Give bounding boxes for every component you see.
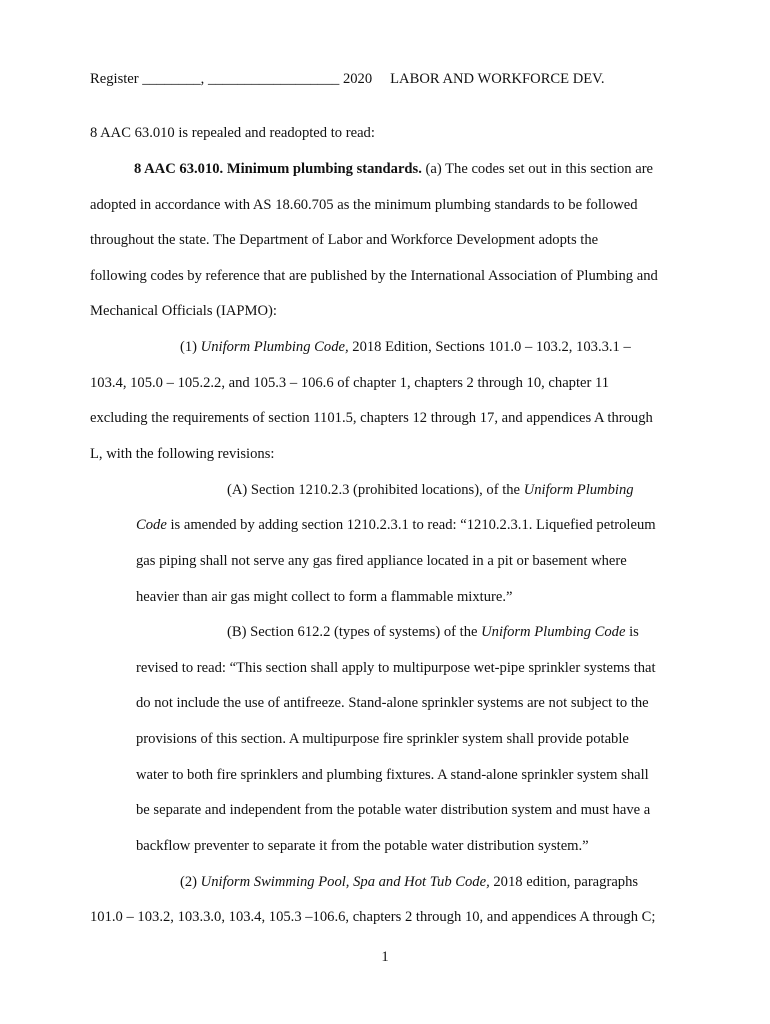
sub-b-line: provisions of this section. A multipurpose fire sprinkler system shall provide potable: [136, 731, 629, 747]
item-1-prefix: (1): [180, 339, 201, 355]
sub-b-line: backflow preventer to separate it from the potable water distribution system.”: [136, 838, 589, 854]
sub-b-line: be separate and independent from the potable water distribution system and must have a: [136, 802, 651, 818]
sub-b-prefix: (B) Section 612.2 (types of systems) of the: [227, 624, 482, 640]
sub-b-line: revised to read: “This section shall apply to multipurpose wet-pipe sprinkler systems that: [136, 660, 656, 676]
sub-a-line: heavier than air gas might collect to form a flammable mixture.”: [136, 589, 513, 605]
section-title: 8 AAC 63.010. Minimum plumbing standards.: [134, 161, 422, 177]
item-2-text: 2018 edition, paragraphs: [489, 874, 639, 890]
item-2-prefix: (2): [180, 874, 201, 890]
sub-a-line: gas piping shall not serve any gas fired appliance located in a pit or basement where: [136, 553, 627, 569]
sub-a-text: is amended by adding section 1210.2.3.1 to read: “1210.2.3.1. Liquefied petroleum: [166, 517, 656, 533]
item-2-line: [180, 873, 638, 891]
sub-a-prefix: (A) Section 1210.2.3 (prohibited locations), of the: [227, 482, 524, 498]
section-heading-line: [134, 160, 653, 178]
page-number: 1: [381, 949, 389, 965]
item-1-code: Uniform Plumbing Code,: [200, 339, 349, 355]
sub-b-line: [227, 623, 639, 641]
item-1-line: 103.4, 105.0 – 105.2.2, and 105.3 – 106.6 of chapter 1, chapters 2 through 10, chapter 11: [90, 375, 610, 391]
section-line: adopted in accordance with AS 18.60.705 as the minimum plumbing standards to be followed: [90, 197, 638, 213]
section-line: throughout the state. The Department of Labor and Workforce Development adopts the: [90, 232, 599, 248]
item-1-line: L, with the following revisions:: [90, 446, 275, 462]
sub-b-line: water to both fire sprinklers and plumbing fixtures. A stand-alone sprinkler system shall: [136, 767, 649, 783]
sub-a-line: [227, 481, 634, 499]
register-line: Register ________, __________________ 2020: [90, 71, 373, 87]
section-line: Mechanical Officials (IAPMO):: [90, 303, 277, 319]
section-line: following codes by reference that are published by the International Association of Plumbing and: [90, 268, 658, 284]
item-1-line: excluding the requirements of section 1101.5, chapters 12 through 17, and appendices A through: [90, 410, 653, 426]
agency-name: LABOR AND WORKFORCE DEV.: [390, 71, 605, 87]
item-1-line: [180, 338, 631, 356]
sub-a-line: [136, 516, 656, 534]
section-text: (a) The codes set out in this section are: [421, 161, 654, 177]
item-1-text: 2018 Edition, Sections 101.0 – 103.2, 103.3.1 –: [348, 339, 631, 355]
item-2-code: Uniform Swimming Pool, Spa and Hot Tub Code,: [200, 874, 490, 890]
page-header: [90, 70, 604, 88]
sub-a-code-cont: Code: [136, 517, 167, 533]
sub-b-suffix: is: [625, 624, 639, 640]
sub-a-code: Uniform Plumbing: [523, 482, 634, 498]
sub-b-code: Uniform Plumbing Code: [481, 624, 626, 640]
intro-line: 8 AAC 63.010 is repealed and readopted to read:: [90, 125, 375, 141]
sub-b-line: do not include the use of antifreeze. Stand-alone sprinkler systems are not subject to the: [136, 695, 649, 711]
item-2-line: 101.0 – 103.2, 103.3.0, 103.4, 105.3 –106.6, chapters 2 through 10, and appendices A through C;: [90, 909, 656, 925]
